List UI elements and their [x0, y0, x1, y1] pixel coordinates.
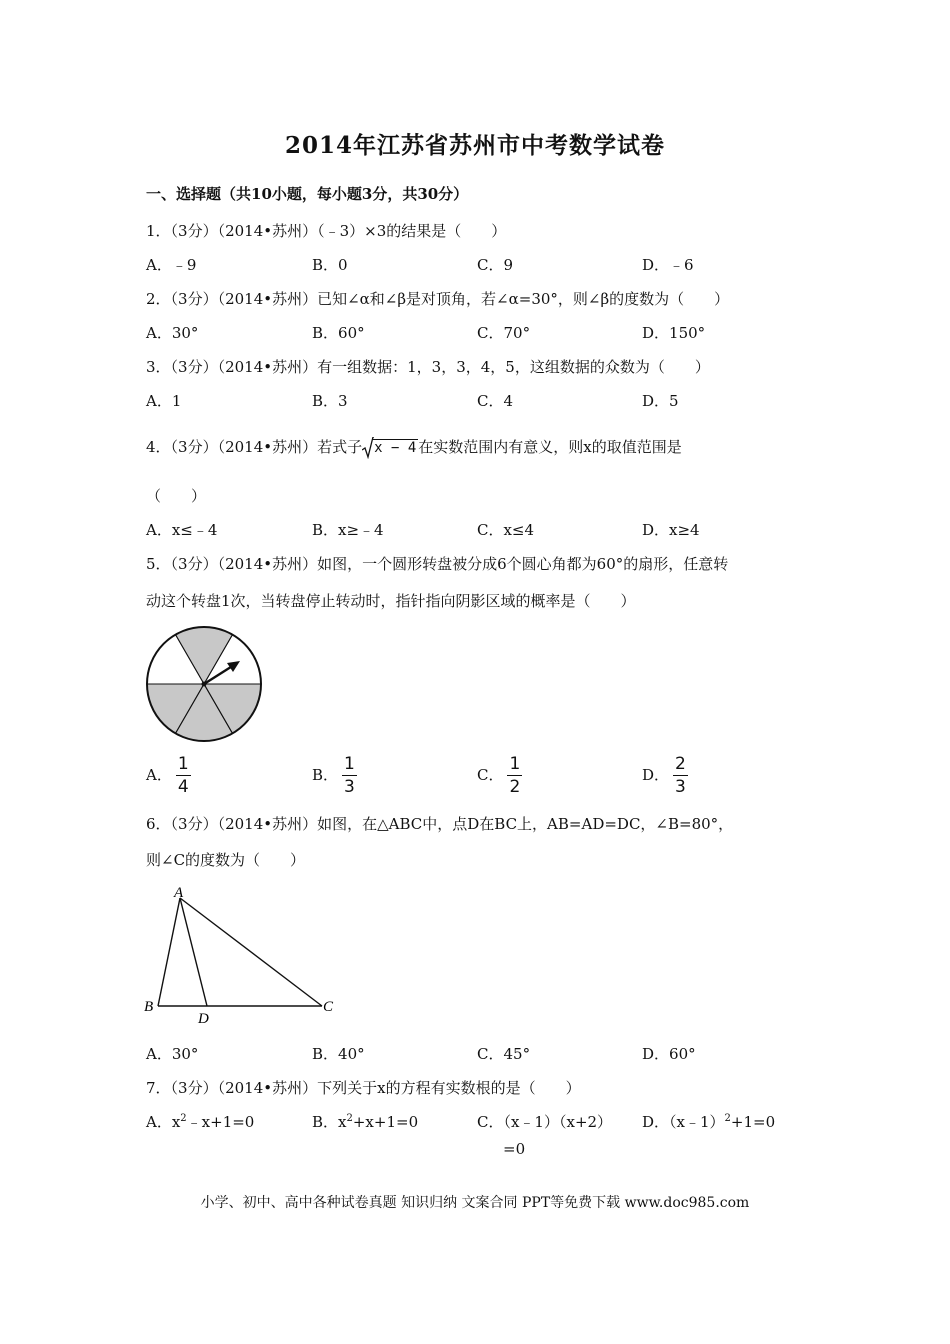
fraction-a: $\frac{1}{4}$ [177, 754, 189, 797]
question-6-stem: 6．（3分）（2014•苏州）如图，在△ABC中，点D在BC上，AB=AD=DC，∠B=80°， [146, 815, 734, 833]
q4-option-d: D．x≥4 [642, 521, 700, 539]
page-footer: 小学、初中、高中各种试卷真题 知识归纳 文案合同 PPT等免费下载 www.doc985.com [200, 1195, 750, 1211]
q5-option-b: B． $\frac{1}{3}$ [312, 754, 355, 797]
question-5-stem-line2: 动这个转盘1次，当转盘停止转动时，指针指向阴影区域的概率是（ ） [146, 592, 636, 610]
q4-stem-after: 在实数范围内有意义，则x的取值范围是 [418, 438, 682, 456]
question-4-stem [146, 436, 682, 459]
q1-option-b: B．0 [312, 256, 348, 274]
q5-option-a: A． $\frac{1}{4}$ [146, 754, 189, 797]
question-1-stem: 1．（3分）（2014•苏州）（﹣3）×3的结果是（ ） [146, 222, 507, 240]
q1-option-d: D．﹣6 [642, 256, 694, 274]
fraction-d: $\frac{2}{3}$ [675, 754, 686, 797]
q4-stem-before: 4．（3分）（2014•苏州）若式子 [146, 438, 363, 456]
q2-option-d: D．150° [642, 324, 706, 342]
q4-option-a: A．x≤﹣4 [146, 521, 218, 539]
vertex-label-c: C [323, 999, 334, 1015]
q1-option-a: A．﹣9 [146, 256, 197, 274]
triangle-figure [140, 882, 345, 1027]
vertex-label-b: B [144, 999, 154, 1015]
question-4-stem-line2: （ ） [146, 487, 207, 505]
q7-option-c-line2: =0 [503, 1140, 526, 1158]
q7-option-a: A．$x^2﹣x+1=0$ [146, 1113, 255, 1131]
question-2-stem: 2．（3分）（2014•苏州）已知∠α和∠β是对顶角，若∠α=30°，则∠β的度数为（ ） [146, 290, 730, 308]
q2-option-b: B．60° [312, 324, 365, 342]
shaded-sector-top [176, 627, 233, 684]
q6-option-c: C．45° [477, 1045, 531, 1063]
spinner-figure [144, 625, 264, 745]
q3-option-b: B．3 [312, 392, 348, 410]
page-title: 2014年江苏省苏州市中考数学试卷 [284, 132, 665, 159]
q7-option-d: D．（x﹣1）$^2$+1=0 [642, 1113, 776, 1131]
q6-option-a: A．30° [146, 1045, 199, 1063]
vertex-label-a: A [174, 885, 184, 901]
q7-option-b: B．$x^2+x+1=0$ [312, 1113, 419, 1131]
q2-option-a: A．30° [146, 324, 199, 342]
q5-option-c: C． $\frac{1}{2}$ [477, 754, 521, 797]
q3-option-d: D．5 [642, 392, 679, 410]
question-7-stem: 7．（3分）（2014•苏州）下列关于x的方程有实数根的是（ ） [146, 1079, 581, 1097]
section-heading: 一、选择题（共10小题，每小题3分，共30分） [146, 185, 469, 203]
q3-option-a: A．1 [146, 392, 182, 410]
fraction-c: $\frac{1}{2}$ [509, 754, 521, 797]
radicand: x − 4 [374, 440, 417, 456]
q4-option-b: B．x≥﹣4 [312, 521, 384, 539]
vertex-label-d: D [198, 1011, 209, 1027]
question-3-stem: 3．（3分）（2014•苏州）有一组数据：1，3，3，4，5，这组数据的众数为（ ） [146, 358, 710, 376]
fraction-b: $\frac{1}{3}$ [344, 754, 355, 797]
square-root [362, 437, 418, 459]
q4-option-c: C．x≤4 [477, 521, 535, 539]
q2-option-c: C．70° [477, 324, 531, 342]
q1-option-c: C．9 [477, 256, 514, 274]
question-6-stem-line2: 则∠C的度数为（ ） [146, 851, 306, 869]
q5-option-d: D． $\frac{2}{3}$ [642, 754, 686, 797]
question-5-stem: 5．（3分）（2014•苏州）如图，一个圆形转盘被分成6个圆心角都为60°的扇形，任意转 [146, 555, 729, 573]
q7-option-c: C．（x﹣1）（x+2） [477, 1113, 613, 1131]
q6-option-d: D．60° [642, 1045, 696, 1063]
q3-option-c: C．4 [477, 392, 514, 410]
q6-option-b: B．40° [312, 1045, 365, 1063]
